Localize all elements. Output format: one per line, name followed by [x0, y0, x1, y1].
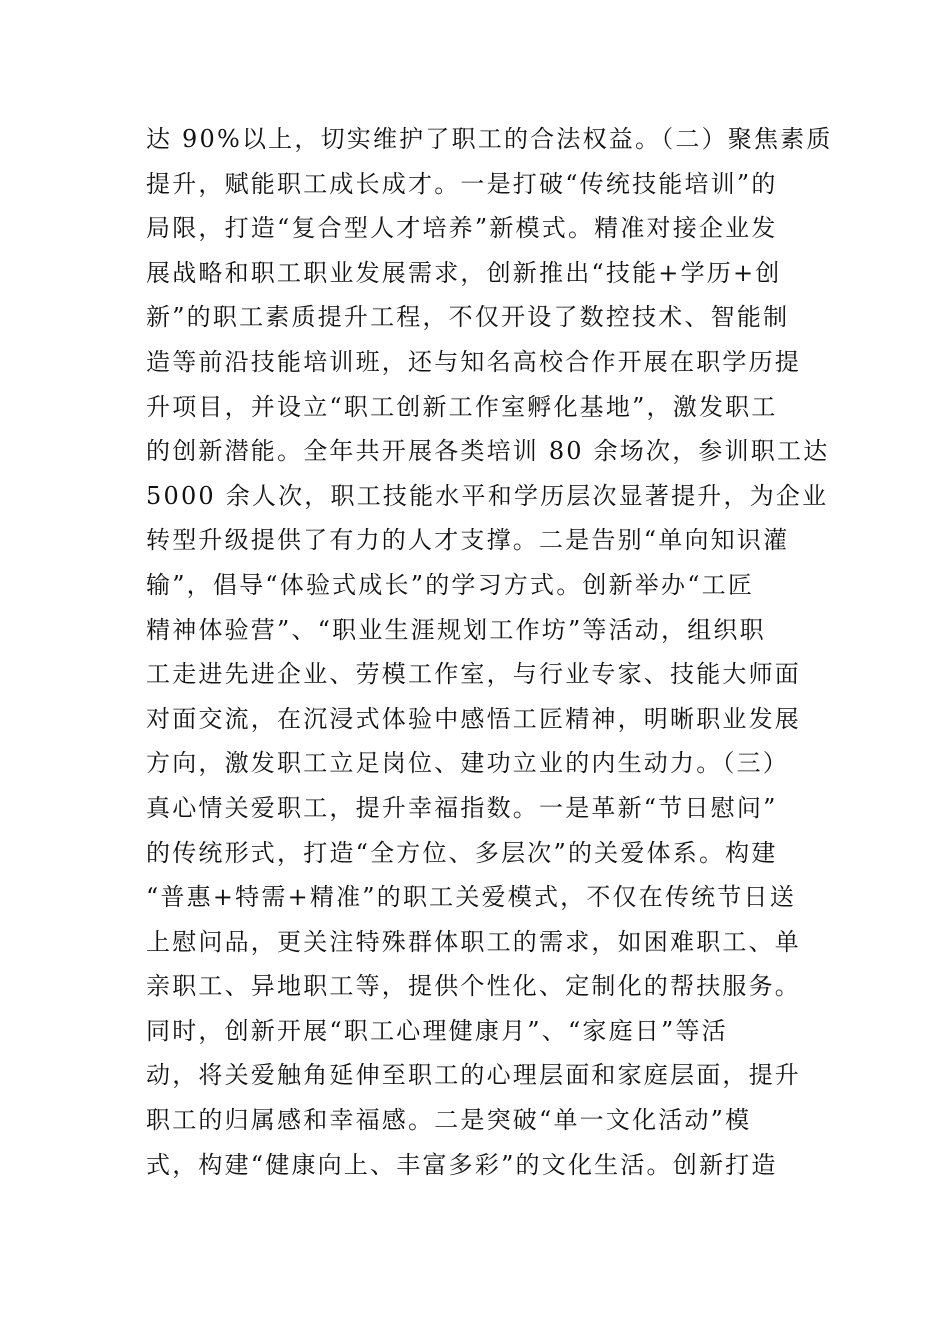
text-line: 提升，赋能职工成长成才。一是打破“传统技能培训”的 [146, 169, 778, 198]
text-line: 对面交流，在沉浸式体验中感悟工匠精神，明晰职业发展 [146, 704, 801, 733]
text-line: 亲职工、异地职工等，提供个性化、定制化的帮扶服务。 [146, 972, 801, 1001]
text-line: 升项目，并设立“职工创新工作室孵化基地”，激发职工 [146, 392, 778, 421]
text-line: 5000 余人次，职工技能水平和学历层次显著提升，为企业 [146, 481, 829, 510]
text-line: 同时，创新开展“职工心理健康月”、“家庭日”等活 [146, 1016, 728, 1045]
text-line: 输”，倡导“体验式成长”的学习方式。创新举办“工匠 [146, 570, 755, 599]
text-line: 新”的职工素质提升工程，不仅开设了数控技术、智能制 [146, 303, 790, 332]
text-line: 方向，激发职工立足岗位、建功立业的内生动力。（三） [146, 749, 789, 778]
text-line: 的创新潜能。全年共开展各类培训 80 余场次，参训职工达 [146, 437, 830, 466]
text-line: 转型升级提供了有力的人才支撑。二是告别“单向知识灌 [146, 526, 790, 555]
text-line: 动，将关爱触角延伸至职工的心理层面和家庭层面，提升 [146, 1061, 801, 1090]
text-line: 式，构建“健康向上、丰富多彩”的文化生活。创新打造 [146, 1150, 778, 1179]
text-line: 精神体验营”、“职业生涯规划工作坊”等活动，组织职 [146, 615, 766, 644]
text-line: 工走进先进企业、劳模工作室，与行业专家、技能大师面 [146, 660, 801, 689]
text-line: 展战略和职工职业发展需求，创新推出“技能+学历+创 [146, 258, 782, 287]
text-line: 造等前沿技能培训班，还与知名高校合作开展在职学历提 [146, 347, 801, 376]
text-line: 局限，打造“复合型人才培养”新模式。精准对接企业发 [146, 214, 778, 243]
body-text [146, 117, 833, 1187]
text-line: “普惠+特需+精准”的职工关爱模式，不仅在传统节日送 [146, 883, 796, 912]
text-line: 真心情关爱职工，提升幸福指数。一是革新“节日慰问” [146, 793, 778, 822]
text-line: 职工的归属感和幸福感。二是突破“单一文化活动”模 [146, 1106, 752, 1135]
text-line: 上慰问品，更关注特殊群体职工的需求，如困难职工、单 [146, 927, 801, 956]
text-line: 的传统形式，打造“全方位、多层次”的关爱体系。构建 [146, 838, 778, 867]
text-line: 达 90%以上，切实维护了职工的合法权益。（二）聚焦素质 [146, 125, 833, 153]
